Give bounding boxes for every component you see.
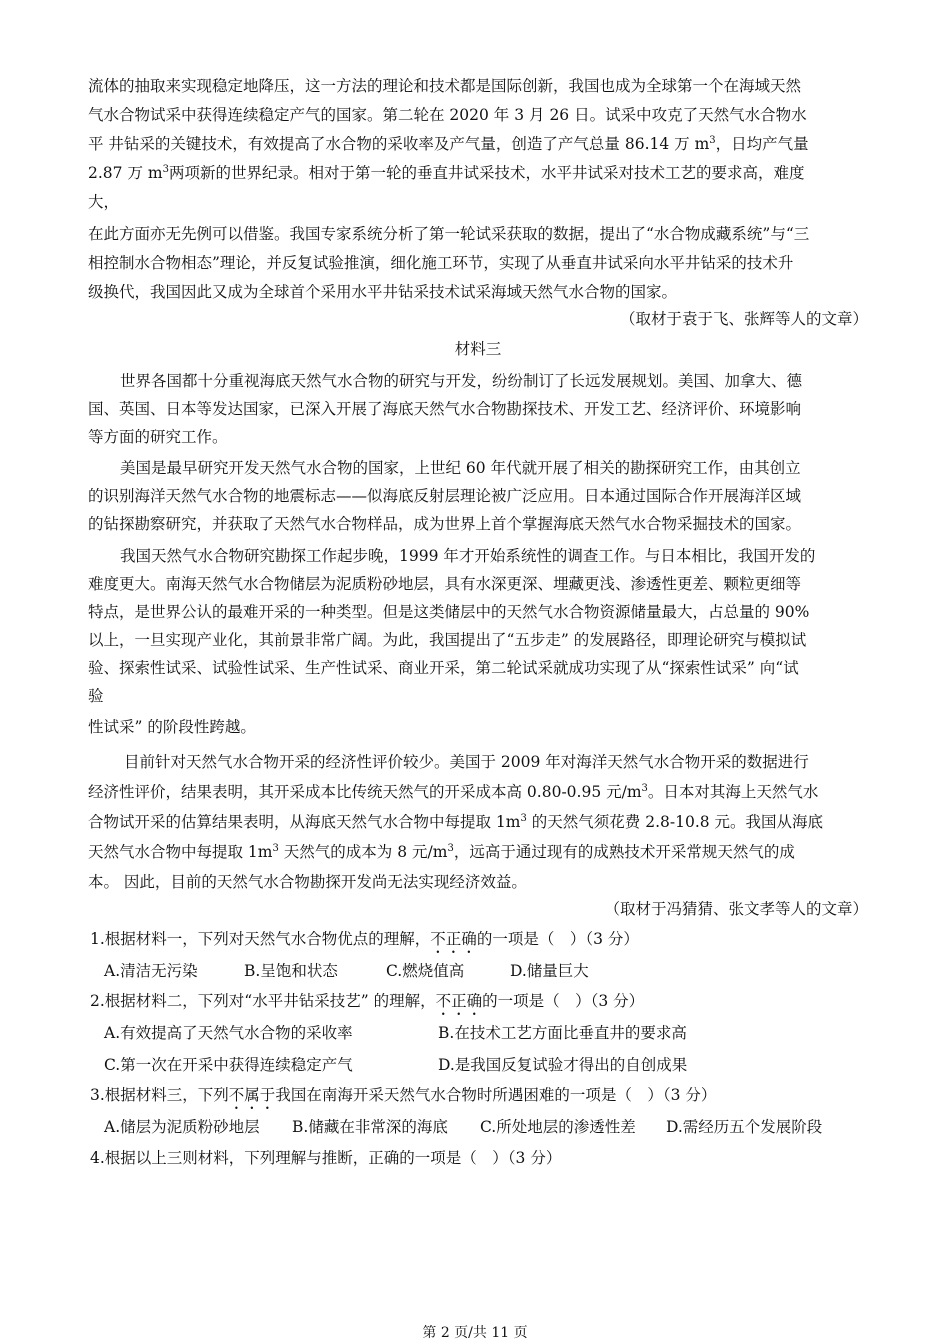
text-line: 验、探索性试采、试验性试采、生产性试采、商业开采，第二轮试采就成功实现了从“探索性试采” 向“试 [88, 659, 799, 677]
text-line: 本。 因此，目前的天然气水合物勘探开发尚无法实现经济效益。 [88, 873, 527, 891]
question-text: 1.根据材料一，下列对天然气水合物优点的理解， [90, 930, 431, 948]
question-3 [90, 1084, 870, 1113]
superscript: 3 [447, 842, 454, 854]
text-fragment: 合物试开采的估算结果表明，从海底天然气水合物中每提取 1m [88, 813, 521, 831]
text-fragment: 经济性评价，结果表明，其开采成本比传统天然气的开采成本高 0.80-0.95 元/m [88, 783, 642, 801]
text-line: 我国天然气水合物研究勘探工作起步晚，1999 年才开始系统性的调查工作。与日本相比，我国开发的 [120, 547, 816, 565]
question-text: 的一项是（ ）（3 分） [482, 992, 645, 1010]
option-c[interactable]: C.燃烧值高 [386, 962, 465, 980]
text-fragment: 。日本对其海上天然气水 [647, 783, 819, 801]
option-c[interactable]: C.所处地层的渗透性差 [480, 1118, 636, 1136]
option-b[interactable]: B.呈饱和状态 [244, 962, 338, 980]
text-fragment: 天然气的成本为 8 元/m [278, 843, 448, 861]
option-b[interactable]: B.在技术工艺方面比垂直井的要求高 [438, 1024, 687, 1042]
option-c[interactable]: C.第一次在开采中获得连续稳定产气 [104, 1056, 353, 1074]
text-line [88, 162, 868, 184]
text-line: 世界各国都十分重视海底天然气水合物的研究与开发，纷纷制订了长远发展规划。美国、加拿大、德 [120, 372, 803, 390]
text-fragment: 2.87 万 m [88, 164, 163, 182]
emphasis-text: 不正确 [430, 930, 477, 948]
source-citation: （取材于袁于飞、张辉等人的文章） [619, 310, 868, 328]
question-1 [90, 928, 870, 957]
text-fragment: 平 井钻采的关键技术，有效提高了水合物的采收率及产气量，创造了产气总量 86.14 万 m [88, 135, 710, 153]
text-line: 难度更大。南海天然气水合物储层为泥质粉砂地层，具有水深更深、埋藏更浅、渗透性更差、颗粒更细等 [88, 575, 802, 593]
question-text: 我国在南海开采天然气水合物时所遇困难的一项是（ ）（3 分） [275, 1086, 717, 1104]
option-b[interactable]: B.储藏在非常深的海底 [292, 1118, 448, 1136]
question-4: 4.根据以上三则材料，下列理解与推断，正确的一项是（ ）（3 分） [90, 1149, 562, 1167]
option-d[interactable]: D.储量巨大 [510, 962, 589, 980]
text-line: 国、英国、日本等发达国家，已深入开展了海底天然气水合物勘探技术、开发工艺、经济评价、环境影响 [88, 400, 802, 418]
section-heading: 材料三 [454, 340, 502, 358]
text-fragment: 的天然气须花费 2.8-10.8 元。我国从海底 [526, 813, 824, 831]
text-line: 特点，是世界公认的最难开采的一种类型。但是这类储层中的天然气水合物资源储量最大，占总量的 90% [88, 603, 810, 621]
text-line: 等方面的研究工作。 [88, 428, 228, 446]
question-3-options [104, 1116, 822, 1138]
text-line: 在此方面亦无先例可以借鉴。我国专家系统分析了第一轮试采获取的数据，提出了“水合物成藏系统”与“三 [88, 225, 810, 243]
question-text: 2.根据材料二，下列对“水平井钻采技艺” 的理解， [90, 992, 436, 1010]
question-2-options-row2 [104, 1054, 687, 1076]
superscript: 3 [520, 812, 527, 824]
superscript: 3 [272, 842, 279, 854]
source-citation: （取材于冯猜猜、张文孝等人的文章） [604, 900, 868, 918]
text-line [88, 781, 868, 803]
text-line: 大， [88, 193, 120, 211]
question-2-options-row1 [104, 1022, 687, 1044]
text-line: 目前针对天然气水合物开采的经济性评价较少。美国于 2009 年对海洋天然气水合物开采的数据进行 [124, 753, 809, 771]
text-fragment: 两项新的世界纪录。相对于第一轮的垂直井试采技术，水平井试采对技术工艺的要求高，难度 [168, 164, 805, 182]
text-line: 气水合物试采中获得连续稳定产气的国家。第二轮在 2020 年 3 月 26 日。试采中攻克了天然气水合物水 [88, 106, 807, 124]
option-d[interactable]: D.是我国反复试验才得出的自创成果 [438, 1056, 688, 1074]
text-line: 美国是最早研究开发天然气水合物的国家，上世纪 60 年代就开展了相关的勘探研究工作，由其创立 [120, 459, 801, 477]
text-line: 验 [88, 687, 104, 705]
question-text: 3.根据材料三，下列 [90, 1086, 229, 1104]
text-fragment: 天然气水合物中每提取 1m [88, 843, 273, 861]
emphasis-text: 不正确 [435, 992, 483, 1010]
option-a[interactable]: A.有效提高了天然气水合物的采收率 [104, 1024, 353, 1042]
text-line: 的钻探勘察研究，并获取了天然气水合物样品，成为世界上首个掌握海底天然气水合物采掘技术的国家。 [88, 515, 802, 533]
superscript: 3 [709, 134, 716, 146]
text-line: 性试采” 的阶段性跨越。 [88, 718, 256, 736]
text-line: 流体的抽取来实现稳定地降压，这一方法的理论和技术都是国际创新，我国也成为全球第一个在海域天然 [88, 77, 802, 95]
text-fragment: ，日均产气量 [715, 135, 809, 153]
superscript: 3 [162, 163, 169, 175]
text-line: 级换代，我国因此又成为全球首个采用水平井钻采技术试采海域天然气水合物的国家。 [88, 283, 678, 301]
question-1-options [104, 960, 589, 982]
text-line [88, 811, 868, 833]
option-a[interactable]: A.清洁无污染 [104, 962, 198, 980]
text-line: 的识别海洋天然气水合物的地震标志——似海底反射层理论被广泛应用。日本通过国际合作开展海洋区域 [88, 487, 802, 505]
text-line [88, 841, 868, 863]
question-2 [90, 990, 870, 1019]
text-fragment: ，远高于通过现有的成熟技术开采常规天然气的成 [453, 843, 795, 861]
option-a[interactable]: A.储层为泥质粉砂地层 [104, 1118, 260, 1136]
superscript: 3 [641, 782, 648, 794]
emphasis-text: 不属于 [228, 1086, 276, 1104]
question-text: 的一项是（ ）（3 分） [476, 930, 639, 948]
option-d[interactable]: D.需经历五个发展阶段 [666, 1118, 823, 1136]
text-line: 以上，一旦实现产业化，其前景非常广阔。为此，我国提出了“五步走” 的发展路径，即理论研究与模拟试 [88, 631, 807, 649]
text-line [88, 133, 868, 155]
page-footer: 第 2 页/共 11 页 [422, 1325, 528, 1341]
text-line: 相控制水合物相态”理论，并反复试验推演，细化施工环节，实现了从垂直井试采向水平井钻采的技术升 [88, 254, 794, 272]
